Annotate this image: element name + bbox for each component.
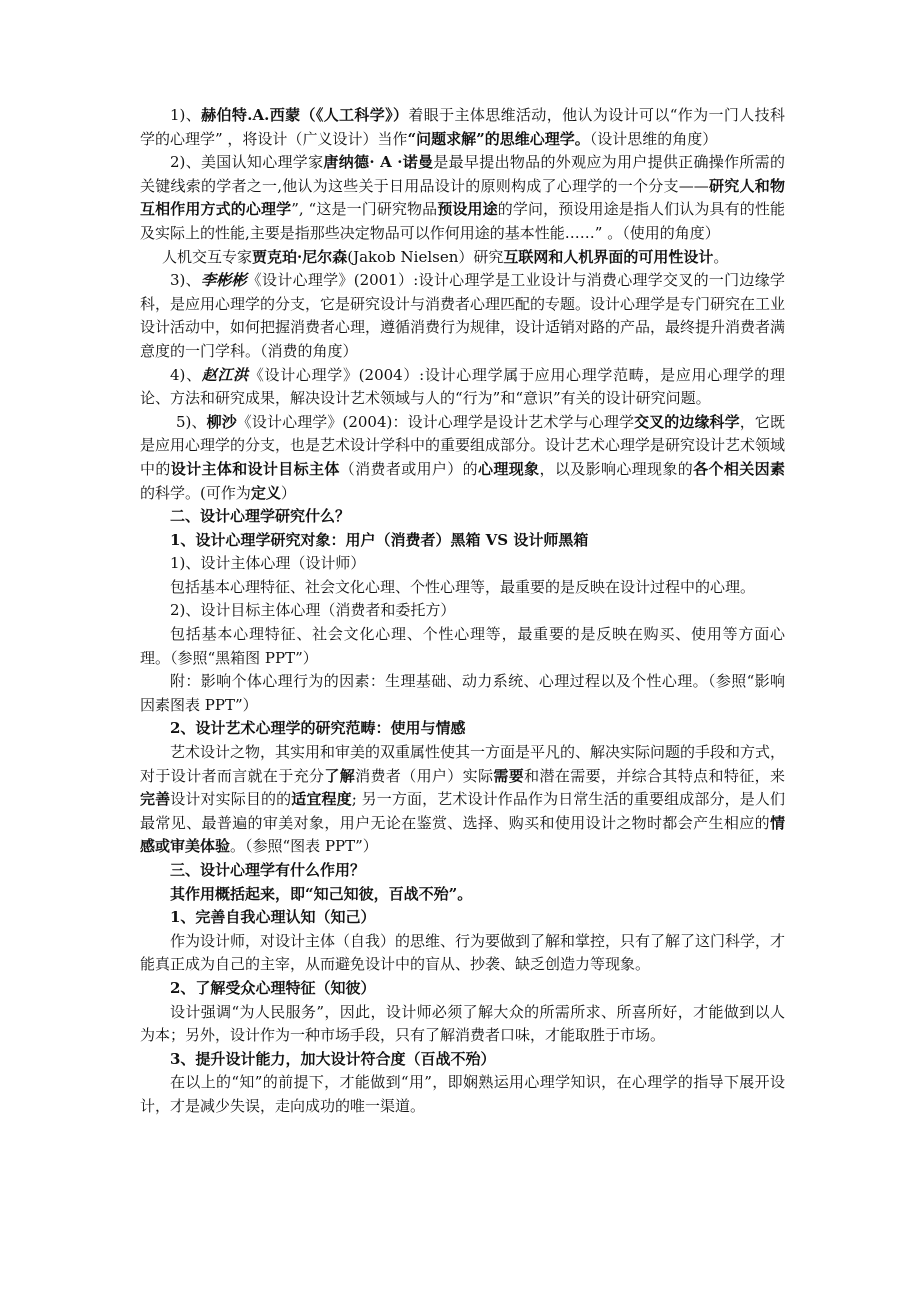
text-run: 1)、 [170, 106, 202, 124]
paragraph [140, 977, 785, 1001]
text-run: 3)、 [170, 271, 201, 290]
paragraph [140, 883, 785, 907]
paragraph [140, 1048, 785, 1072]
text-run: ，它既是应用心理学的分支，也是艺术设计学科中的重要组成部分。设计艺术心理学是研究设计艺术领域中的 [140, 412, 786, 478]
paragraph [140, 930, 785, 977]
emphasis-text: 适宜程度 [291, 790, 352, 809]
text-run: 着眼于主体思维活动，他认为设计可以“作为一门人技科学的心理学” ，将设计（广义设计）当作 [140, 106, 785, 148]
emphasis-text: 心理现象 [478, 459, 540, 478]
emphasis-text: 各个相关因素 [693, 459, 785, 478]
paragraph [140, 576, 785, 600]
text-run: 和潜在需要，并综合其特点和特征，来 [524, 766, 785, 785]
text-run: 1、完善自我心理认知（知己） [170, 908, 376, 927]
text-run: 消费者（用户）实际 [355, 766, 494, 785]
paragraph [140, 1001, 785, 1048]
text-run: 1)、设计主体心理（设计师） [170, 554, 366, 573]
paragraph [140, 364, 785, 411]
paragraph [140, 269, 785, 363]
text-run: 艺术设计之物，其实用和审美的双重属性使其一方面是平凡的、解决实际问题的手段和方式，对于设计者而言就在于充分 [140, 743, 786, 785]
paragraph [140, 505, 785, 529]
emphasis-text: 唐纳德· A ·诺曼 [323, 153, 434, 172]
text-run: 4)、 [170, 365, 202, 384]
text-run: 2、设计艺术心理学的研究范畴：使用与情感 [170, 719, 466, 738]
paragraph [140, 859, 785, 883]
paragraph [140, 552, 785, 576]
text-run: ，以及影响心理现象的 [539, 459, 694, 478]
document-body [140, 104, 785, 1119]
text-run: （消费者或用户）的 [339, 459, 479, 478]
emphasis-text: 李彬彬 [200, 271, 247, 290]
paragraph [140, 741, 785, 859]
text-run: 。（参照“图表 PPT”） [230, 837, 378, 856]
paragraph [140, 906, 785, 930]
text-run: (Jakob Nielsen）研究 [347, 247, 504, 266]
emphasis-text: 了解 [324, 766, 356, 785]
emphasis-text: 定义 [250, 483, 281, 502]
text-run: 包括基本心理特征、社会文化心理、个性心理等，最重要的是反映在设计过程中的心理。 [170, 577, 756, 596]
text-run: 《设计心理学》(2004)：设计心理学是设计艺术学与心理学 [236, 412, 635, 431]
emphasis-text: 情感或审美体验 [140, 813, 785, 856]
text-run: 2、了解受众心理特征（知彼） [170, 978, 376, 997]
text-run: 《设计心理学》(2004）:设计心理学属于应用心理学范畴，是应用心理学的理论、方法和研究成果，解决设计艺术领域与人的“行为”和“意识”有关的设计研究问题。 [140, 365, 785, 408]
text-run: （设计思维的角度） [589, 129, 718, 148]
emphasis-text: 柳沙 [206, 412, 237, 431]
emphasis-text: 完善 [140, 790, 171, 809]
text-run: ; 另一方面，艺术设计作品作为日常生活的重要组成部分，是人们最常见、最普遍的审美对象，用户无论在鉴赏、选择、购买和使用设计之物时都会产生相应的 [140, 790, 785, 832]
paragraph [140, 670, 785, 717]
text-run: ） [280, 483, 296, 502]
paragraph [140, 623, 785, 670]
text-run: 。 [713, 247, 729, 266]
text-run: 是最早提出物品的外观应为用户提供正确操作所需的关键线索的学者之一,他认为这些关于日用品设计的原则构成了心理学的一个分支—— [140, 153, 785, 195]
text-run: ”, “这是一门研究物品 [291, 200, 438, 219]
text-run: 《设计心理学》(2001）:设计心理学是工业设计与消费心理学交叉的一门边缘学科，是应用心理学的分支，它是研究设计与消费者心理匹配的专题。设计心理学是专门研究在工业设计活动中，如何把握消费者心理，遵循消费行为规律，设计适销对路的产品，最终提升消费者满意度的一门学科。（消费的角度） [140, 271, 786, 360]
text-run: 附：影响个体心理行为的因素：生理基础、动力系统、心理过程以及个性心理。（参照“影响因素图表 PPT”） [140, 672, 785, 714]
text-run: 包括基本心理特征、社会文化心理、个性心理等，最重要的是反映在购买、使用等方面心理。（参照“黑箱图 PPT”） [140, 625, 785, 667]
text-run: 三、设计心理学有什么作用？ [170, 861, 366, 879]
text-run: 其作用概括起来，即“知己知彼，百战不殆”。 [170, 884, 473, 903]
text-run: 3、提升设计能力，加大设计符合度（百战不殆） [170, 1049, 496, 1068]
paragraph [140, 599, 785, 623]
emphasis-text: “问题求解”的思维心理学。 [407, 129, 590, 148]
text-run: 1、设计心理学研究对象：用户（消费者）黑箱 VS 设计师黑箱 [170, 530, 589, 549]
paragraph [140, 411, 785, 505]
emphasis-text: 赵江洪 [201, 365, 249, 384]
text-run: 作为设计师，对设计主体（自我）的思维、行为要做到了解和掌控，只有了解了这门科学，才能真正成为自己的主宰，从而避免设计中的盲从、抄袭、缺乏创造力等现象。 [140, 931, 786, 974]
text-run: 设计强调“为人民服务”，因此，设计师必须了解大众的所需所求、所喜所好，才能做到以人为本；另外，设计作为一种市场手段，只有了解消费者口味，才能取胜于市场。 [140, 1002, 785, 1045]
paragraph [140, 717, 785, 741]
text-run: 的学问，预设用途是指人们认为具有的性能及实际上的性能,主要是指那些决定物品可以作何用途的基本性能……” 。（使用的角度） [140, 200, 785, 242]
paragraph [140, 529, 785, 553]
text-run: 2)、美国认知心理学家 [170, 153, 324, 172]
text-run: 在以上的“知”的前提下，才能做到“用”，即娴熟运用心理学知识，在心理学的指导下展开设计，才是减少失误，走向成功的唯一渠道。 [140, 1073, 785, 1115]
emphasis-text: 需要 [493, 766, 525, 785]
text-run: 设计对实际目的的 [170, 790, 292, 809]
emphasis-text: 互联网和人机界面的可用性设计 [503, 247, 714, 266]
emphasis-text: 预设用途 [437, 200, 498, 219]
text-run: 的科学。(可作为 [140, 483, 251, 502]
text-run: 人机交互专家 [162, 247, 253, 266]
emphasis-text: 设计主体和设计目标主体 [170, 459, 340, 478]
emphasis-text: 赫伯特.A.西蒙（《人工科学》） [201, 106, 409, 124]
text-run: 2)、设计目标主体心理（消费者和委托方） [170, 601, 456, 620]
emphasis-text: 交叉的边缘科学 [634, 412, 740, 431]
emphasis-text: 贾克珀·尼尔森 [252, 247, 348, 266]
emphasis-text: 研究人和物互相作用方式的心理学 [140, 176, 785, 219]
paragraph [140, 1071, 785, 1118]
paragraph [140, 246, 785, 270]
paragraph [140, 151, 785, 245]
paragraph [140, 104, 785, 151]
text-run: 5)、 [176, 412, 207, 431]
text-run: 二、设计心理学研究什么？ [170, 507, 351, 526]
